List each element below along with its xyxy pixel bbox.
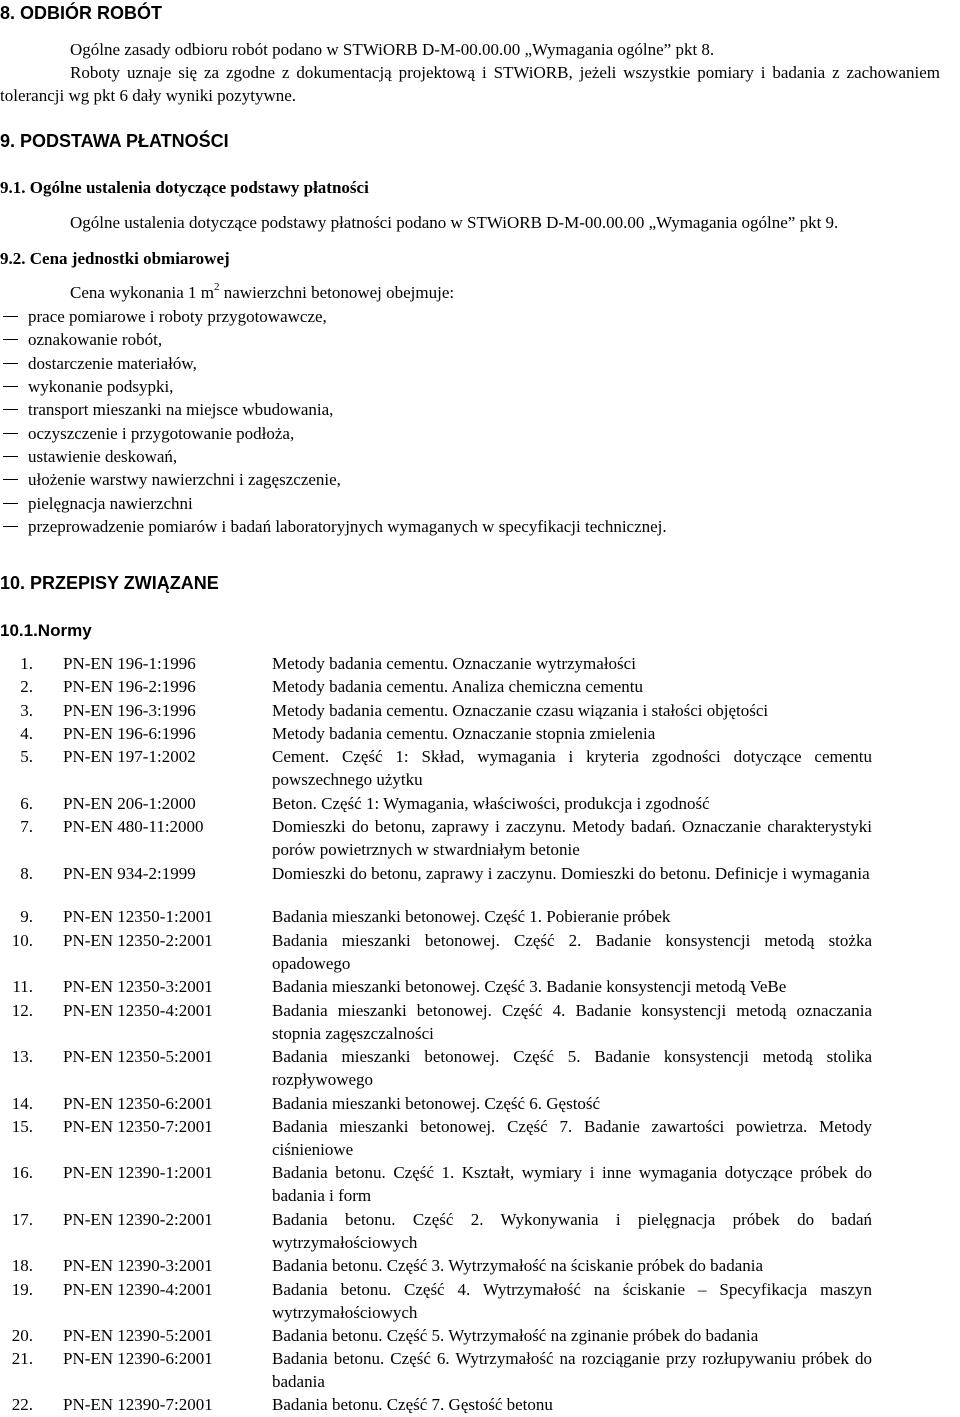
norm-description: Badania mieszanki betonowej. Część 4. Badanie konsystencji metodą oznaczania stopnia zagęszczalności <box>272 1001 872 1043</box>
norm-code: PN-EN 12390-5:2001 <box>63 1326 213 1345</box>
norm-number: 6. <box>20 794 33 813</box>
section-8-paragraph-2: Roboty uznaje się za zgodne z dokumentacją projektową i STWiORB, jeżeli wszystkie pomiary i badania z zachowaniem tolerancji wg pkt 6 dały wyniki pozytywne. <box>0 63 940 105</box>
dash-bullet-icon <box>3 316 18 317</box>
list-item <box>0 492 940 515</box>
norm-code: PN-EN 12350-2:2001 <box>63 931 213 950</box>
section-9-1-text: Ogólne ustalenia dotyczące podstawy płatności podano w STWiORB D-M-00.00.00 „Wymagania ogólne” pkt 9. <box>70 213 839 232</box>
norm-description: Domieszki do betonu, zaprawy i zaczynu. Domieszki do betonu. Definicje i wymagania <box>272 864 870 883</box>
section-9-2-heading: 9.2. Cena jednostki obmiarowej <box>0 249 230 268</box>
norm-code: PN-EN 196-3:1996 <box>63 701 196 720</box>
section-8-heading: 8. ODBIÓR ROBÓT <box>0 3 163 23</box>
dash-bullet-icon <box>3 456 18 457</box>
norm-description: Badania betonu. Część 3. Wytrzymałość na ściskanie próbek do badania <box>272 1256 764 1275</box>
norm-number: 12. <box>11 1001 33 1020</box>
norm-number: 10. <box>11 931 33 950</box>
section-8-paragraph-1: Ogólne zasady odbioru robót podano w STWiORB D-M-00.00.00 „Wymagania ogólne” pkt 8. <box>70 40 715 59</box>
norm-number: 4. <box>20 724 33 743</box>
dash-bullet-icon <box>3 386 18 387</box>
norm-number: 14. <box>11 1094 33 1113</box>
list-item <box>0 352 940 375</box>
dash-bullet-icon <box>3 433 18 434</box>
norm-number: 1. <box>20 654 33 673</box>
list-item <box>0 515 940 538</box>
norm-number: 22. <box>11 1395 33 1414</box>
list-item <box>0 445 940 468</box>
norm-number: 19. <box>11 1280 33 1299</box>
section-9-1-heading: 9.1. Ogólne ustalenia dotyczące podstawy płatności <box>0 178 369 197</box>
norm-code: PN-EN 12350-4:2001 <box>63 1001 213 1020</box>
norm-code: PN-EN 12350-7:2001 <box>63 1117 213 1136</box>
norm-number: 5. <box>20 747 33 766</box>
list-item-text: dostarczenie materiałów, <box>28 354 197 373</box>
list-item-text: transport mieszanki na miejsce wbudowania, <box>28 400 334 419</box>
norm-number: 2. <box>20 677 33 696</box>
section-9-heading: 9. PODSTAWA PŁATNOŚCI <box>0 131 229 151</box>
norm-code: PN-EN 196-2:1996 <box>63 677 196 696</box>
dash-bullet-icon <box>3 479 18 480</box>
intro-text-a: Cena wykonania 1 m <box>70 283 214 302</box>
norm-code: PN-EN 12390-2:2001 <box>63 1210 213 1229</box>
norm-description: Metody badania cementu. Oznaczanie stopnia zmielenia <box>272 724 656 743</box>
norm-code: PN-EN 480-11:2000 <box>63 817 204 836</box>
norm-description: Badania betonu. Część 1. Kształt, wymiary i inne wymagania dotyczące próbek do badania i form <box>272 1163 872 1205</box>
list-item-text: oznakowanie robót, <box>28 330 163 349</box>
list-item <box>0 375 940 398</box>
norm-description: Badania mieszanki betonowej. Część 5. Badanie konsystencji metodą stolika rozpływowego <box>272 1047 872 1089</box>
list-item <box>0 305 940 328</box>
norm-code: PN-EN 12350-1:2001 <box>63 907 213 926</box>
norm-number: 7. <box>20 817 33 836</box>
dash-bullet-icon <box>3 526 18 527</box>
norm-code: PN-EN 12350-3:2001 <box>63 977 213 996</box>
list-item-text: ustawienie deskowań, <box>28 447 178 466</box>
list-item-text: prace pomiarowe i roboty przygotowawcze, <box>28 307 327 326</box>
list-item <box>0 468 940 491</box>
dash-bullet-icon <box>3 363 18 364</box>
norm-number: 16. <box>11 1163 33 1182</box>
norm-code: PN-EN 12390-6:2001 <box>63 1349 213 1368</box>
norm-description: Beton. Część 1: Wymagania, właściwości, produkcja i zgodność <box>272 794 710 813</box>
list-item-text: pielęgnacja nawierzchni <box>28 494 193 513</box>
list-item <box>0 328 940 351</box>
norm-description: Badania betonu. Część 7. Gęstość betonu <box>272 1395 553 1414</box>
norm-number: 21. <box>11 1349 33 1368</box>
list-item-text: ułożenie warstwy nawierzchni i zagęszczenie, <box>28 470 341 489</box>
list-item <box>0 422 940 445</box>
dash-bullet-icon <box>3 339 18 340</box>
norm-code: PN-EN 196-1:1996 <box>63 654 196 673</box>
norm-description: Metody badania cementu. Oznaczanie wytrzymałości <box>272 654 636 673</box>
norm-description: Badania mieszanki betonowej. Część 3. Badanie konsystencji metodą VeBe <box>272 977 787 996</box>
norm-number: 11. <box>12 977 33 996</box>
section-10-1-heading: 10.1.Normy <box>0 621 92 640</box>
section-10-heading: 10. PRZEPISY ZWIĄZANE <box>0 573 219 593</box>
norm-number: 8. <box>20 864 33 883</box>
list-item <box>0 398 940 421</box>
norm-number: 9. <box>20 907 33 926</box>
norm-code: PN-EN 934-2:1999 <box>63 864 196 883</box>
norm-code: PN-EN 12390-7:2001 <box>63 1395 213 1414</box>
intro-text-b: nawierzchni betonowej obejmuje: <box>219 283 455 302</box>
norm-number: 17. <box>11 1210 33 1229</box>
norm-code: PN-EN 12390-3:2001 <box>63 1256 213 1275</box>
norm-description: Badania mieszanki betonowej. Część 1. Pobieranie próbek <box>272 907 671 926</box>
list-item-text: przeprowadzenie pomiarów i badań laboratoryjnych wymaganych w specyfikacji technicznej. <box>28 517 667 536</box>
superscript: 2 <box>214 281 220 294</box>
norm-description: Badania betonu. Część 4. Wytrzymałość na ściskanie – Specyfikacja maszyn wytrzymałościowych <box>272 1280 872 1322</box>
section-9-2-intro <box>70 281 454 304</box>
norm-description: Badania betonu. Część 6. Wytrzymałość na rozciąganie przy rozłupywaniu próbek do badania <box>272 1349 872 1391</box>
norm-description: Badania mieszanki betonowej. Część 7. Badanie zawartości powietrza. Metody ciśnieniowe <box>272 1117 872 1159</box>
norm-code: PN-EN 12350-6:2001 <box>63 1094 213 1113</box>
norm-code: PN-EN 206-1:2000 <box>63 794 196 813</box>
list-item-text: oczyszczenie i przygotowanie podłoża, <box>28 424 295 443</box>
list-item-text: wykonanie podsypki, <box>28 377 174 396</box>
dash-bullet-icon <box>3 503 18 504</box>
norm-description: Cement. Część 1: Skład, wymagania i kryteria zgodności dotyczące cementu powszechnego użytku <box>272 747 872 789</box>
norm-code: PN-EN 12390-4:2001 <box>63 1280 213 1299</box>
norm-code: PN-EN 12390-1:2001 <box>63 1163 213 1182</box>
norm-description: Domieszki do betonu, zaprawy i zaczynu. Metody badań. Oznaczanie charakterystyki porów powietrznych w stwardniałym betonie <box>272 817 872 859</box>
norm-number: 20. <box>11 1326 33 1345</box>
norm-description: Badania betonu. Część 5. Wytrzymałość na zginanie próbek do badania <box>272 1326 759 1345</box>
norm-number: 15. <box>11 1117 33 1136</box>
norm-description: Metody badania cementu. Oznaczanie czasu wiązania i stałości objętości <box>272 701 769 720</box>
norm-code: PN-EN 197-1:2002 <box>63 747 196 766</box>
norm-number: 13. <box>11 1047 33 1066</box>
norm-number: 18. <box>11 1256 33 1275</box>
dash-bullet-icon <box>3 409 18 410</box>
norm-description: Badania mieszanki betonowej. Część 6. Gęstość <box>272 1094 601 1113</box>
norm-code: PN-EN 12350-5:2001 <box>63 1047 213 1066</box>
norm-number: 3. <box>20 701 33 720</box>
norm-description: Metody badania cementu. Analiza chemiczna cementu <box>272 677 644 696</box>
norm-description: Badania betonu. Część 2. Wykonywania i pielęgnacja próbek do badań wytrzymałościowych <box>272 1210 872 1252</box>
norm-code: PN-EN 196-6:1996 <box>63 724 196 743</box>
norm-description: Badania mieszanki betonowej. Część 2. Badanie konsystencji metodą stożka opadowego <box>272 931 872 973</box>
